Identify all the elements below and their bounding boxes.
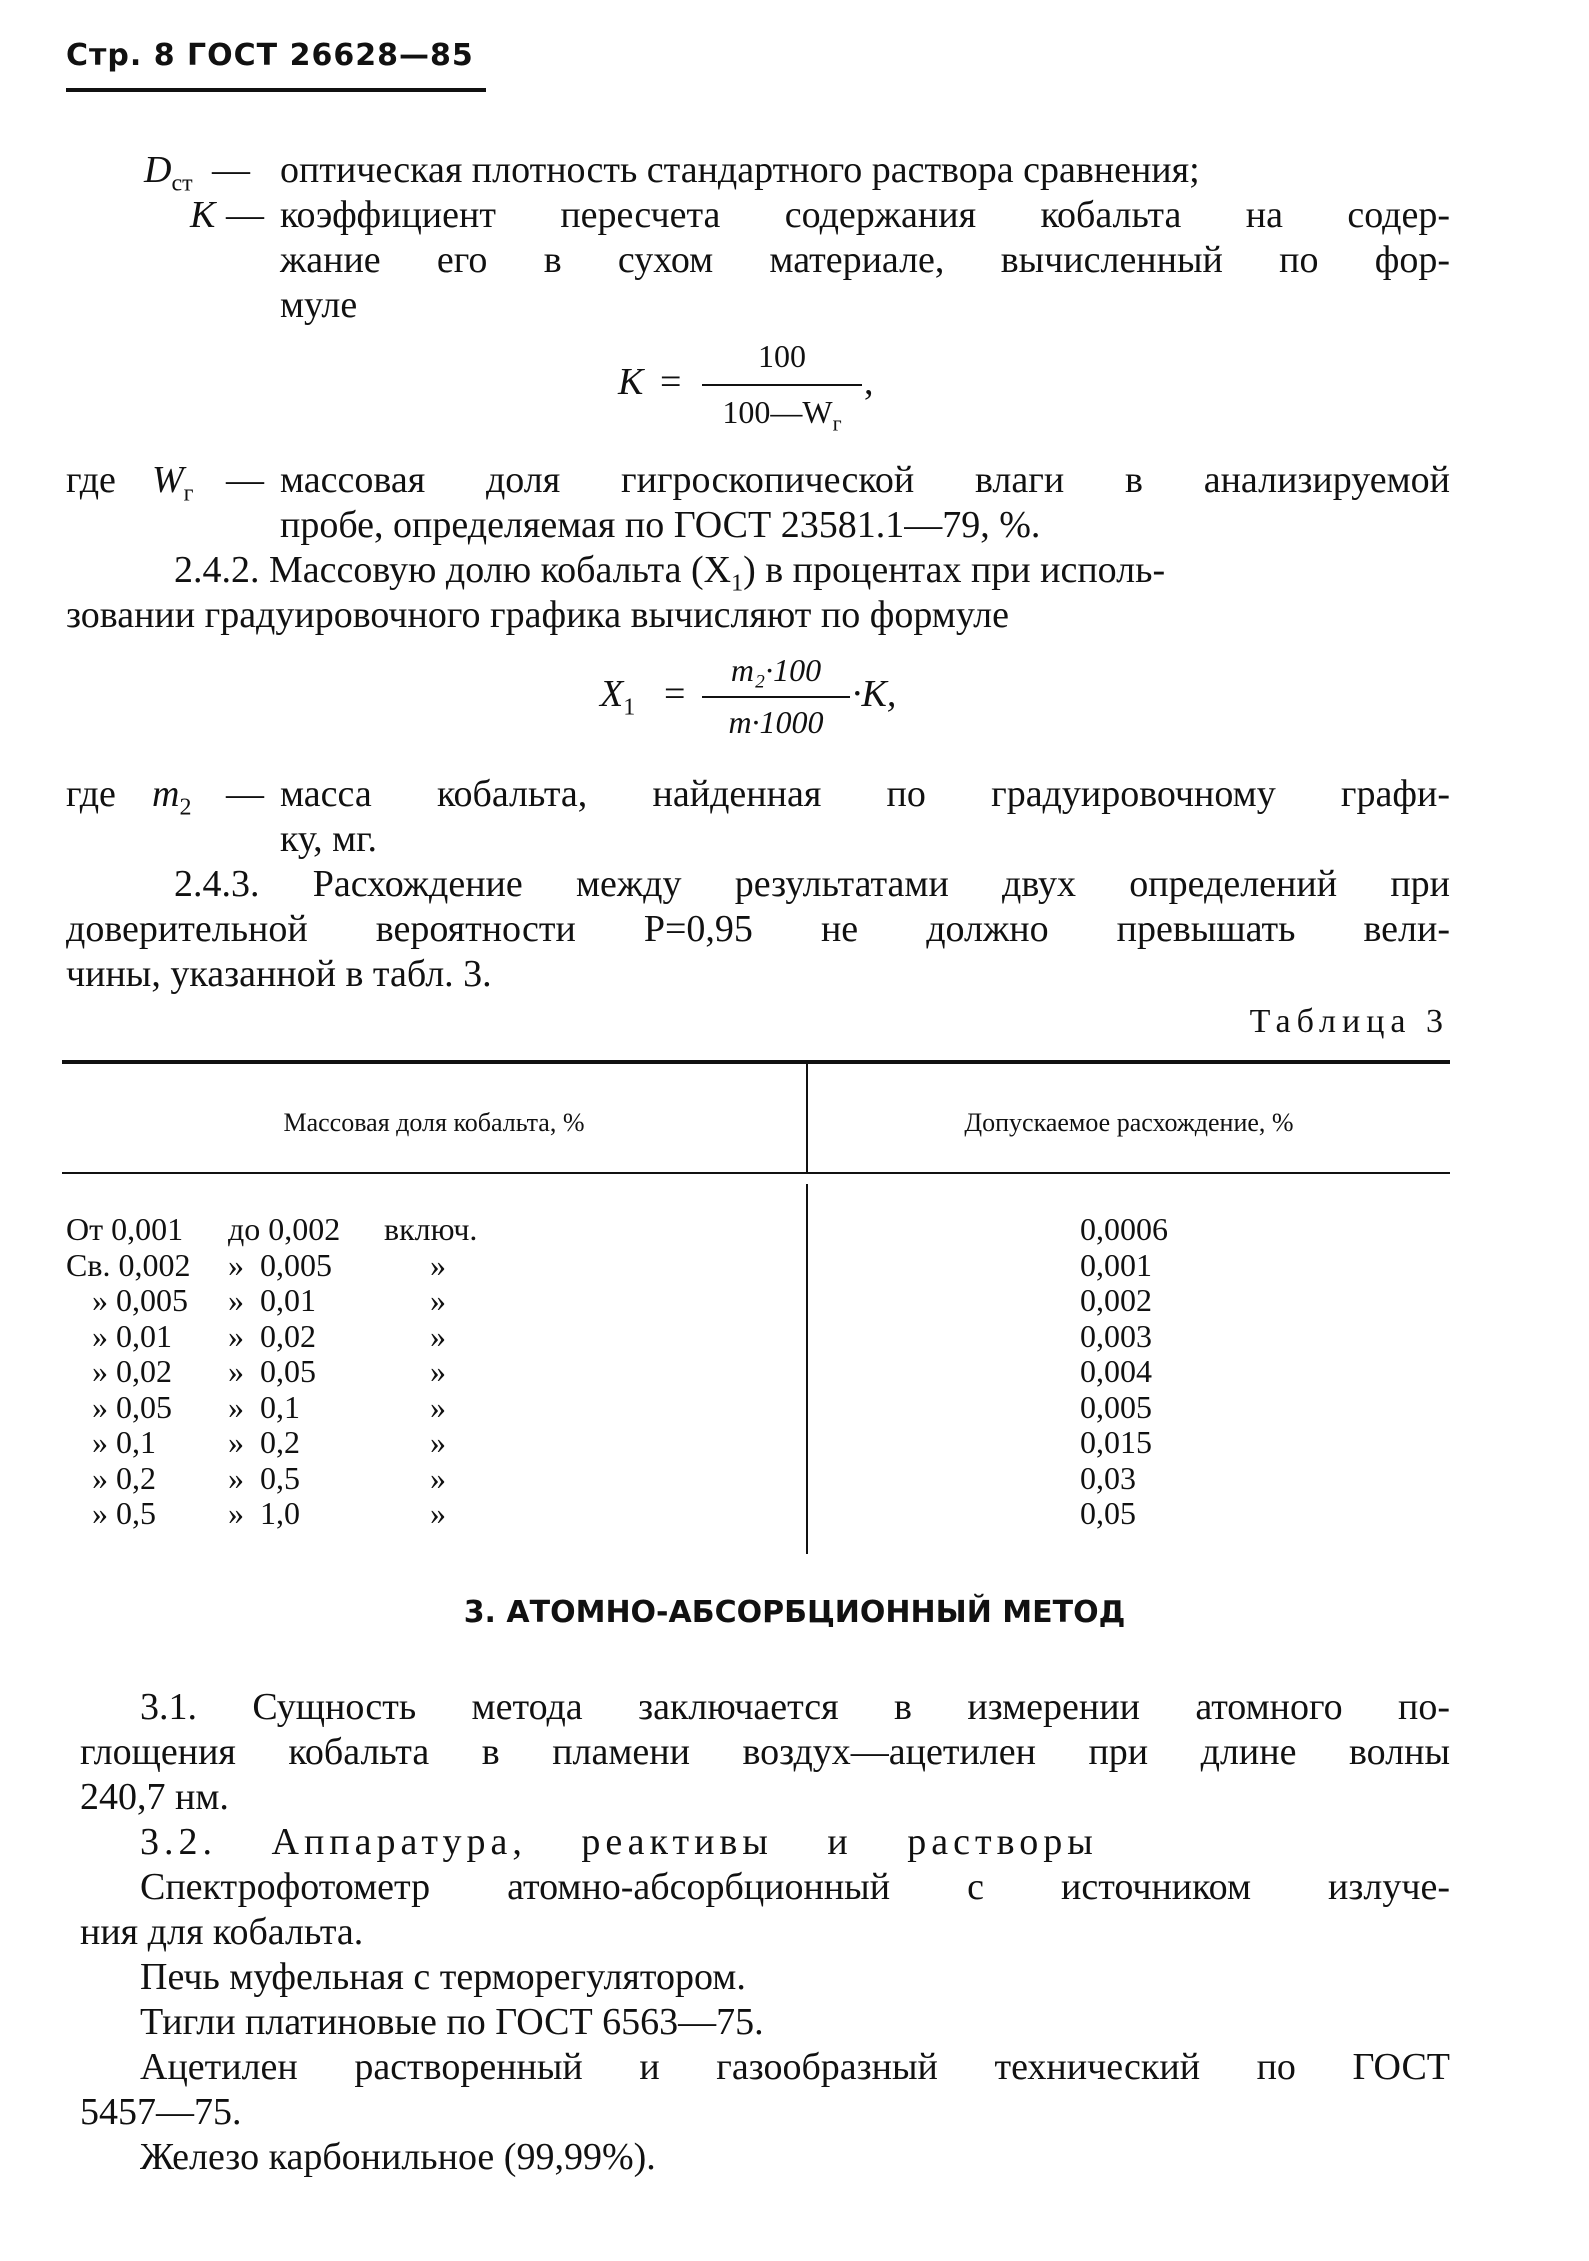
formula-x-denominator: m·1000 [728, 704, 824, 740]
table-cell-to: » 0,02 [228, 1317, 316, 1354]
table-cell-to: до 0,002 [228, 1211, 341, 1247]
def-k-line-1: коэффициент пересчета содержания кобальта на содер- [280, 194, 1450, 236]
table-cell-from: » 0,05 [92, 1388, 172, 1425]
header-rule [66, 88, 486, 92]
dash: — [226, 773, 264, 815]
formula-x-lhs: $X_1$ [600, 673, 636, 721]
table-cell-from: » 0,5 [92, 1495, 156, 1531]
table-cell-from: » 0,2 [92, 1459, 156, 1496]
symbol-d: $D_{ст}$ [144, 149, 193, 197]
para-31-line-2: глощения кобальта в пламени воздух—ацетилен при длине волны [80, 1731, 1450, 1773]
formula-k-tail: , [864, 361, 874, 403]
table-cell-to: » 0,1 [228, 1388, 300, 1425]
table-cell-suffix: » [430, 1353, 446, 1389]
para-32-title: 3.2. Аппаратура, реактивы и растворы [140, 1821, 1098, 1863]
table-cell-suffix: » [430, 1246, 446, 1283]
item-3: Тигли платиновые по ГОСТ 6563—75. [140, 2001, 764, 2043]
dash: — [226, 194, 264, 236]
def-w-line-1: массовая доля гигроскопической влаги в анализируемой [280, 459, 1450, 501]
dash: — [212, 149, 250, 191]
table-cell-tolerance: 0,005 [1080, 1388, 1152, 1425]
para-243-line-2: доверительной вероятности P=0,95 не должно превышать вели- [66, 908, 1450, 950]
para-242-line-2: зовании градуировочного графика вычисляют по формуле [66, 594, 1009, 636]
item-1-line-2: ния для кобальта. [80, 1911, 364, 1953]
table-cell-to: » 0,01 [228, 1282, 316, 1318]
formula-k-denominator: $100—W_г$ [722, 394, 842, 436]
para-242-line-1: 2.4.2. Массовую долю кобальта $(X_1)$ в процентах при исполь- [174, 549, 1166, 597]
table-cell-suffix: » [430, 1495, 446, 1531]
formula-k-lhs: K [618, 361, 644, 403]
table-cell-tolerance: 0,001 [1080, 1246, 1152, 1283]
page-header: Стр. 8 ГОСТ 26628—85 [66, 38, 474, 73]
table-cell-from: » 0,005 [92, 1282, 188, 1318]
table-cell-to: » 0,2 [228, 1424, 300, 1460]
item-5: Железо карбонильное (99,99%). [140, 2136, 656, 2178]
formula-x-fraction [702, 652, 850, 752]
fraction-bar [702, 384, 862, 386]
table-cell-tolerance: 0,0006 [1080, 1211, 1168, 1247]
table-cell-suffix: » [430, 1388, 446, 1425]
table-cell-from: » 0,02 [92, 1353, 172, 1389]
item-2: Печь муфельная с терморегулятором. [140, 1956, 746, 1998]
table-cell-suffix: » [430, 1282, 446, 1318]
def-m-line-1: масса кобальта, найденная по градуировочному графи- [280, 773, 1450, 815]
table-cell-suffix: » [430, 1459, 446, 1496]
table-cell-tolerance: 0,015 [1080, 1424, 1152, 1460]
table-cell-suffix: » [430, 1424, 446, 1460]
formula-k-fraction [702, 338, 862, 438]
item-4-line-1: Ацетилен растворенный и газообразный технический по ГОСТ [140, 2046, 1450, 2088]
def-k-line-2: жание его в сухом материале, вычисленный по фор- [280, 239, 1450, 281]
table-cell-tolerance: 0,004 [1080, 1353, 1152, 1389]
symbol-w: $W_г$ [152, 459, 194, 507]
def-w-line-2: пробе, определяемая по ГОСТ 23581.1—79, %. [280, 504, 1041, 546]
para-31-line-3: 240,7 нм. [80, 1776, 229, 1818]
table-cell-to: » 0,5 [228, 1459, 300, 1496]
col1-header: Массовая доля кобальта, % [283, 1108, 585, 1137]
formula-x-eq: = [664, 673, 686, 715]
symbol-m: $m_2$ [152, 773, 192, 821]
formula-k-numerator: 100 [758, 338, 806, 374]
para-31-line-1: 3.1. Сущность метода заключается в измерении атомного по- [140, 1686, 1450, 1728]
symbol-k: K [190, 194, 216, 236]
table-cell-from: Св. 0,002 [66, 1246, 191, 1283]
formula-k-eq: = [660, 361, 682, 403]
formula-x-numerator: m₂·100 [730, 652, 822, 688]
section-heading: 3. АТОМНО-АБСОРБЦИОННЫЙ МЕТОД [463, 1595, 1126, 1630]
item-4-line-2: 5457—75. [80, 2091, 242, 2133]
def-k-line-3: муле [280, 284, 358, 326]
col2-header: Допускаемое расхождение, % [964, 1108, 1294, 1137]
table-cell-suffix: » [430, 1317, 446, 1354]
table-cell-to: » 1,0 [228, 1495, 300, 1531]
table-cell-from: » 0,1 [92, 1424, 156, 1460]
table-cell-tolerance: 0,002 [1080, 1282, 1152, 1318]
table-cell-suffix: включ. [384, 1211, 478, 1247]
dash: — [226, 459, 264, 501]
item-1-line-1: Спектрофотометр атомно-абсорбционный с источником излуче- [140, 1866, 1450, 1908]
formula-x-tail: ·K, [852, 673, 897, 715]
para-243-line-1: 2.4.3. Расхождение между результатами двух определений при [174, 863, 1450, 905]
table-cell-to: » 0,005 [228, 1246, 332, 1283]
table-cell-from: От 0,001 [66, 1211, 184, 1247]
table-cell-from: » 0,01 [92, 1317, 172, 1354]
table-cell-tolerance: 0,003 [1080, 1317, 1152, 1354]
table-top-rule [62, 1060, 1450, 1064]
table-title: Таблица 3 [1249, 1003, 1449, 1040]
table-body-divider [806, 1184, 808, 1554]
table-cell-tolerance: 0,05 [1080, 1495, 1136, 1531]
where-word: где [66, 459, 116, 501]
where-word: где [66, 773, 116, 815]
table-header-rule [62, 1172, 1450, 1174]
fraction-bar [702, 696, 850, 698]
table-cell-to: » 0,05 [228, 1353, 316, 1389]
def-m-line-2: ку, мг. [280, 818, 377, 860]
para-243-line-3: чины, указанной в табл. 3. [66, 953, 492, 995]
table-cell-tolerance: 0,03 [1080, 1459, 1136, 1496]
def-d-text: оптическая плотность стандартного раствора сравнения; [280, 149, 1200, 191]
